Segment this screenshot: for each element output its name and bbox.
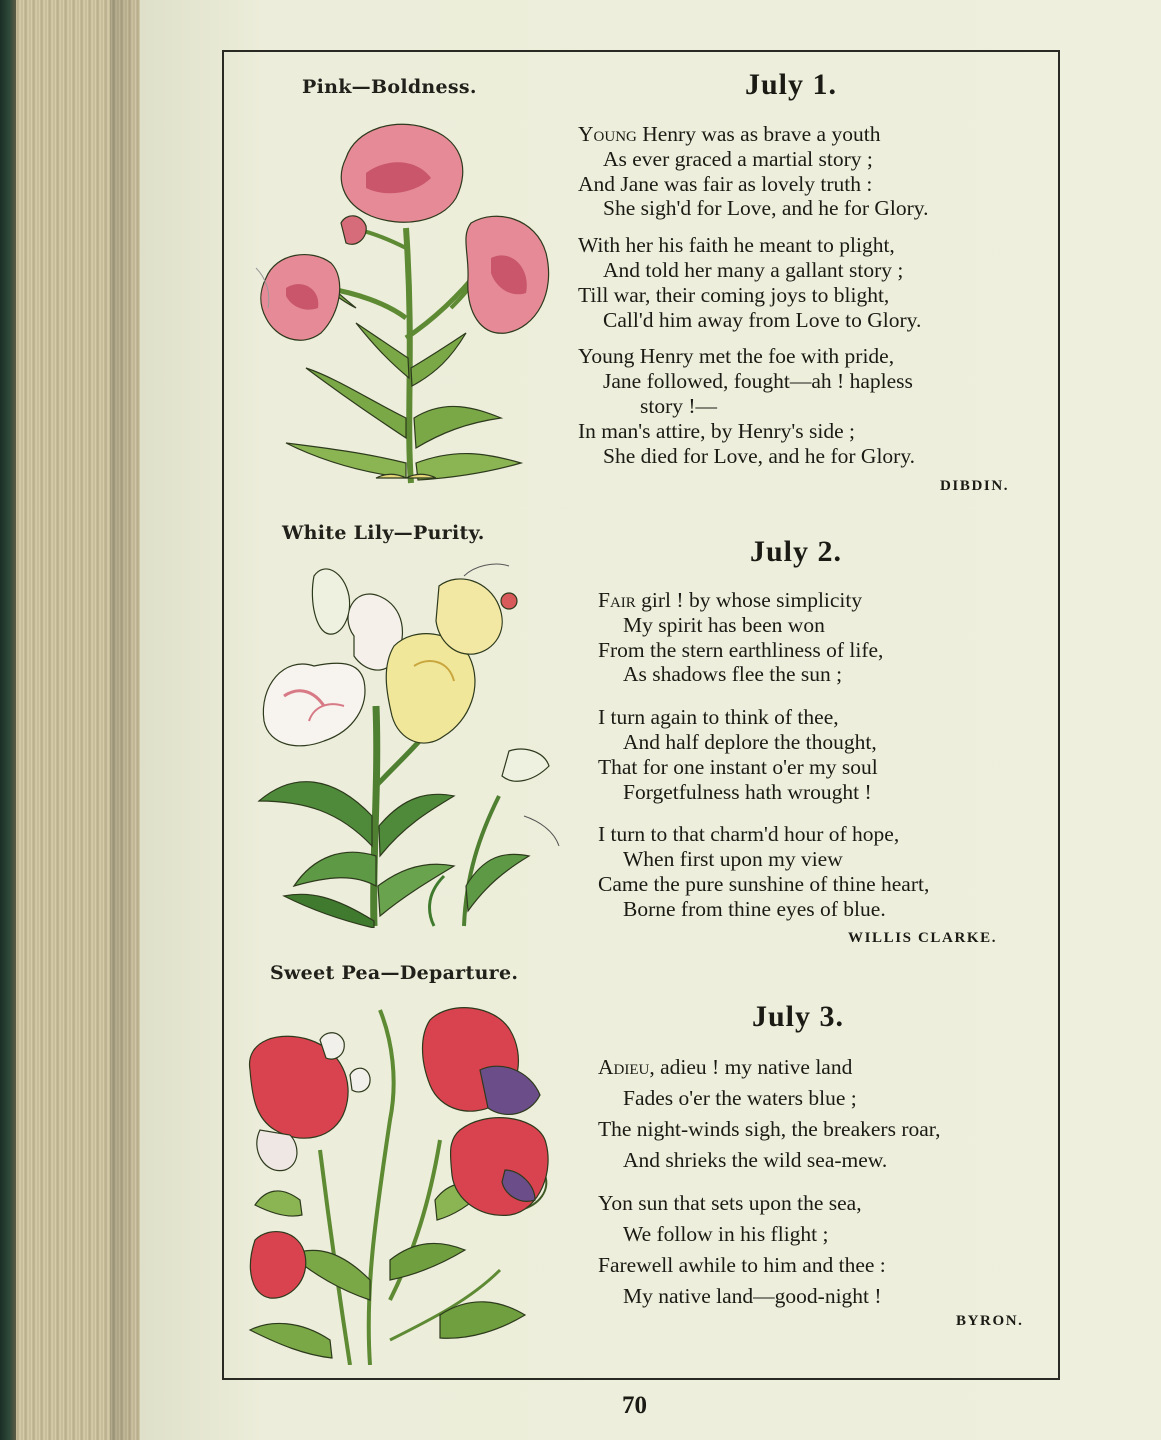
stanza: [598, 1052, 940, 1176]
poem-line: When first upon my view: [623, 847, 843, 872]
book-page-edges: [0, 0, 140, 1440]
poem-line: And Jane was fair as lovely truth :: [578, 171, 873, 196]
poem-line: As ever graced a martial story ;: [603, 146, 873, 171]
poem-line: Forgetfulness hath wrought !: [623, 779, 872, 804]
poem-line: Fades o'er the waters blue ;: [623, 1086, 857, 1110]
poem-line: From the stern earthliness of life,: [598, 637, 884, 662]
poem-line: The night-winds sigh, the breakers roar,: [598, 1117, 941, 1141]
poem-line: And shrieks the wild sea-mew.: [623, 1148, 888, 1172]
poem-line: Yon sun that sets upon the sea,: [598, 1191, 862, 1215]
author-byron: BYRON.: [956, 1313, 1024, 1329]
poem-line: I turn to that charm'd hour of hope,: [598, 822, 900, 847]
poem-line: Farewell awhile to him and thee :: [598, 1253, 886, 1277]
poem-line-text: girl ! by whose simplicity: [635, 588, 863, 612]
poem-line: That for one instant o'er my soul: [598, 754, 878, 779]
stanza: [598, 705, 929, 804]
stanza: [578, 344, 929, 468]
poem-first-word: Fair: [598, 588, 636, 612]
poem-line: With her his faith he meant to plight,: [578, 233, 895, 258]
flower-title-pink: Pink—Boldness.: [302, 76, 477, 98]
poem-line: [578, 122, 929, 147]
flower-title-sweet-pea: Sweet Pea—Departure.: [270, 962, 519, 984]
poem-line: Till war, their coming joys to blight,: [578, 282, 890, 307]
stanza: [598, 1188, 940, 1312]
pink-flower-illustration: [246, 118, 556, 488]
poem-line: She died for Love, and he for Glory.: [603, 443, 916, 468]
poem-line: My native land—good-night !: [623, 1284, 882, 1308]
poem-line: And told her many a gallant story ;: [603, 257, 904, 282]
poem-line: As shadows flee the sun ;: [623, 662, 843, 687]
poem-first-word: Young: [578, 122, 637, 146]
poem-line: Came the pure sunshine of thine heart,: [598, 871, 930, 896]
stanza: [598, 822, 929, 921]
flower-title-white-lily: White Lily—Purity.: [282, 522, 485, 544]
poem-july-3: [598, 1052, 940, 1324]
author-willis-clarke: WILLIS CLARKE.: [848, 930, 998, 946]
poem-line: Jane followed, fought—ah ! hapless: [603, 369, 913, 394]
page-number: 70: [622, 1392, 647, 1419]
white-lily-illustration: [254, 556, 564, 928]
poem-line-text: , adieu ! my native land: [649, 1055, 853, 1079]
poem-line: Borne from thine eyes of blue.: [623, 896, 886, 921]
poem-line: In man's attire, by Henry's side ;: [578, 418, 856, 443]
day-title-july-3: July 3.: [752, 1000, 845, 1033]
poem-first-word: Adieu: [598, 1055, 650, 1079]
stanza: [598, 588, 929, 687]
poem-line: story !—: [640, 393, 718, 418]
poem-line: [598, 1052, 940, 1083]
poem-line: I turn again to think of thee,: [598, 705, 839, 730]
poem-july-2: [598, 588, 929, 934]
poem-line: She sigh'd for Love, and he for Glory.: [603, 196, 929, 221]
stanza: [578, 122, 929, 221]
poem-line: [598, 588, 929, 613]
poem-line: And half deplore the thought,: [623, 729, 877, 754]
day-title-july-1: July 1.: [745, 68, 838, 101]
poem-line: My spirit has been won: [623, 612, 825, 637]
sweet-pea-illustration: [240, 1000, 560, 1365]
poem-line: Call'd him away from Love to Glory.: [603, 307, 922, 332]
poem-july-1: [578, 122, 929, 480]
poem-line: We follow in his flight ;: [623, 1222, 829, 1246]
poem-line: Young Henry met the foe with pride,: [578, 344, 895, 369]
day-title-july-2: July 2.: [750, 535, 843, 568]
poem-line-text: Henry was as brave a youth: [636, 122, 881, 146]
stanza: [578, 233, 929, 332]
author-dibdin: DIBDIN.: [940, 478, 1010, 494]
